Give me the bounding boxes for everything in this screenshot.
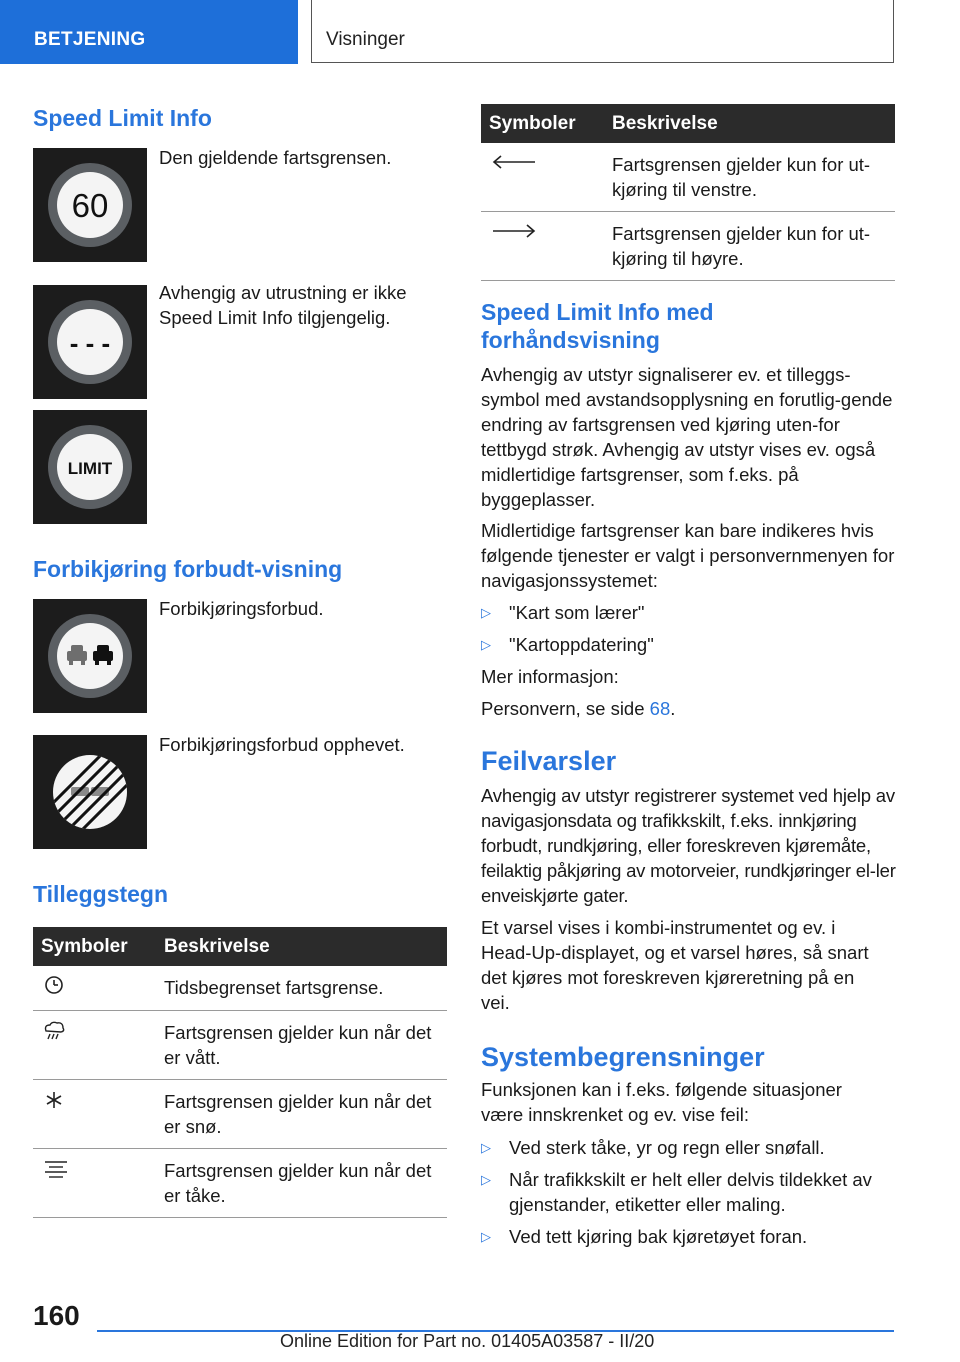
table-cell-desc: Tidsbegrenset fartsgrense. [156, 966, 447, 1011]
bullet-icon: ▷ [481, 1229, 491, 1244]
sign-60-number: 60 [71, 187, 109, 224]
speed-limit-limit-sign-image [33, 410, 147, 524]
arrow-right-icon [489, 221, 539, 241]
header-section-label: BETJENING [34, 29, 146, 50]
table-cell-desc: Fartsgrensen gjelder kun når det er snø. [156, 1080, 447, 1149]
overtake-end-caption: Forbikjøringsforbud opphevet. [159, 734, 405, 755]
table-row [33, 1080, 447, 1149]
header-chapter-box [311, 0, 894, 63]
table-row [33, 1011, 447, 1080]
no-overtaking-sign-image [33, 599, 147, 713]
end-no-overtaking-sign-image [33, 735, 147, 849]
more-info-label: Mer informasjon: [481, 666, 619, 687]
speed-limit-info-heading: Speed Limit Info [33, 105, 212, 131]
overtake-heading: Forbikjøring forbudt-visning [33, 556, 343, 582]
sign-unavailable-caption: Avhengig av utrustning er ikke Speed Limit Info tilgjengelig. [159, 282, 407, 328]
bullet-icon: ▷ [481, 1172, 491, 1187]
bullet-icon: ▷ [481, 605, 491, 620]
additional-signs-heading: Tilleggstegn [33, 881, 169, 907]
direction-signs-table [481, 104, 895, 281]
preview-heading-line2: forhåndsvisning [481, 327, 660, 353]
sign-limit-text: LIMIT [67, 459, 113, 478]
col-symbol-header: Symboler [481, 104, 604, 143]
table-cell-desc: Fartsgrensen gjelder kun når det er tåke. [156, 1149, 447, 1218]
privacy-reference: Personvern, se side 68. [481, 698, 676, 719]
fog-icon [41, 1158, 71, 1180]
table-cell-desc: Fartsgrensen gjelder kun når det er vått. [156, 1011, 447, 1080]
col-desc-header: Beskrivelse [604, 104, 895, 143]
preview-paragraph-2: Midlertidige fartsgrenser kan bare indikeres hvis følgende tjenester er valgt i personvernmenyen for navigasjonssystemet: [481, 520, 895, 591]
page-number: 160 [33, 1300, 80, 1331]
snowflake-icon [41, 1089, 67, 1111]
errors-paragraph-2: Et varsel vises i kombi-instrumentet og ev. i Head-Up-displayet, og et varsel høres, så snart det kjøres mot foreskreven kjøreretning på en vei. [481, 917, 869, 1013]
preview-heading-line1: Speed Limit Info med [481, 299, 714, 325]
sign-dash-text: - - - [69, 328, 111, 358]
speed-limit-unavailable-sign-image [33, 285, 147, 399]
bullet-icon: ▷ [481, 637, 491, 652]
bullet-icon: ▷ [481, 1140, 491, 1155]
table-row [33, 1149, 447, 1218]
table-cell-desc: Fartsgrensen gjelder kun for ut-kjøring til høyre. [604, 212, 895, 281]
col-desc-header: Beskrivelse [156, 927, 447, 966]
sign-60-caption: Den gjeldende fartsgrensen. [159, 147, 392, 168]
preview-paragraph-1: Avhengig av utstyr signaliserer ev. et tilleggs-symbol med avstandsopplysning en forutlig-gende endring av fartsgrensen ved kjøring uten-for tettbygd strøk. Avhengig av utstyr vises ev. også midlertidige fartsgrenser, som f.eks. på byggeplasser. [481, 364, 893, 510]
header-chapter-label: Visninger [326, 29, 405, 50]
limits-heading: Systembegrensninger [481, 1042, 765, 1072]
table-row [481, 143, 895, 212]
overtake-caption: Forbikjøringsforbud. [159, 598, 324, 619]
clock-icon [41, 975, 67, 995]
errors-heading: Feilvarsler [481, 746, 617, 776]
col-symbol-header: Symboler [33, 927, 156, 966]
header-section-tab [0, 0, 298, 64]
footer-edition: Online Edition for Part no. 01405A03587 - II/20 [280, 1331, 655, 1351]
additional-signs-table [33, 927, 447, 1218]
rain-icon [41, 1020, 67, 1042]
speed-limit-60-sign-image [33, 148, 147, 262]
table-row [33, 966, 447, 1011]
table-row [481, 212, 895, 281]
privacy-page-link[interactable]: 68 [649, 698, 671, 719]
table-cell-desc: Fartsgrensen gjelder kun for ut-kjøring til venstre. [604, 143, 895, 212]
limits-paragraph-1: Funksjonen kan i f.eks. følgende situasjoner være innskrenket og ev. vise feil: [481, 1079, 842, 1125]
errors-paragraph-1: Avhengig av utstyr registrerer systemet ved hjelp av navigasjonsdata og trafikkskilt, f.eks. innkjøring forbudt, rundkjøring, eller foreskreven kjøremåte, feilaktig påkjøring av motorveier, rundkjøringer el-ler enveiskjørte gater. [481, 785, 896, 906]
arrow-left-icon [489, 152, 539, 172]
